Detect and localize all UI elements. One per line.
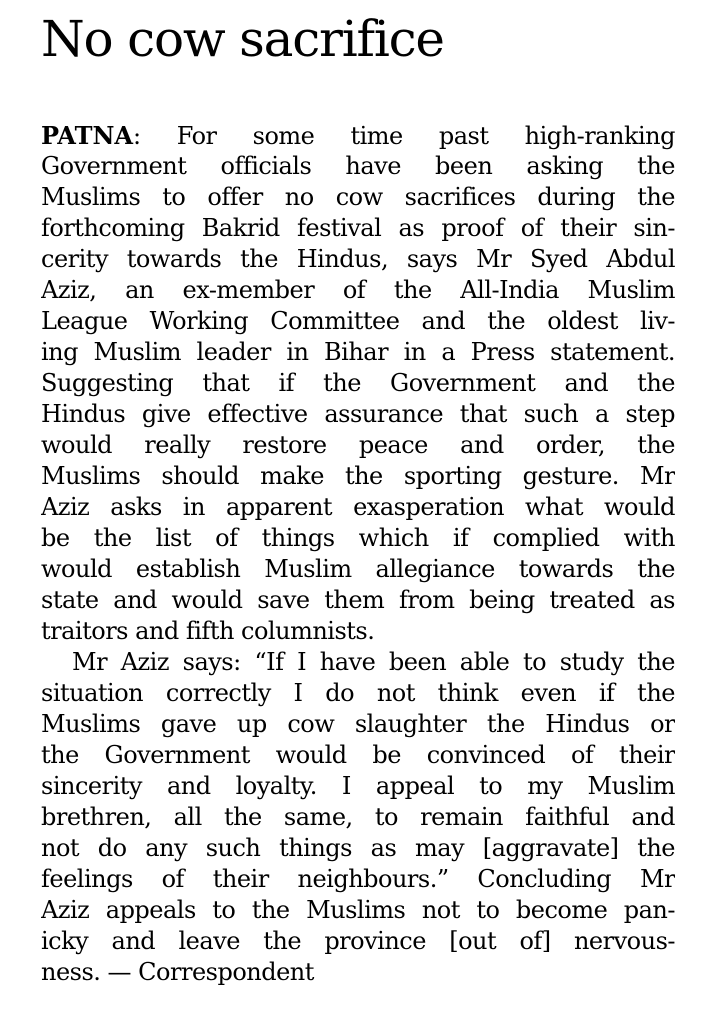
article-byline-line: ness. — Correspondent <box>41 958 314 986</box>
article-line: state and would save them from being treated as <box>41 586 675 614</box>
dateline: PATNA <box>41 121 134 150</box>
article-line: Aziz asks in apparent exasperation what would <box>41 493 675 521</box>
article-line: icky and leave the province [out of] nervous- <box>41 927 675 955</box>
article-line: would establish Muslim allegiance towards the <box>41 555 675 583</box>
article-line: PATNA: For some time past high-ranking <box>41 121 675 150</box>
article-line: traitors and fifth columnists. <box>41 617 375 645</box>
article-line: not do any such things as may [aggravate] the <box>41 834 675 862</box>
article-line: ing Muslim leader in Bihar in a Press statement. <box>41 338 675 366</box>
article-line: would really restore peace and order, the <box>41 431 675 459</box>
article-line: Hindus give effective assurance that such a step <box>41 400 675 428</box>
article-line: Suggesting that if the Government and the <box>41 369 675 397</box>
article-line: feelings of their neighbours.” Concluding Mr <box>41 865 675 893</box>
article-line: Aziz, an ex-member of the All-India Muslim <box>41 276 675 304</box>
article-line: be the list of things which if complied with <box>41 524 675 552</box>
article-line: Muslims gave up cow slaughter the Hindus or <box>41 710 675 738</box>
article-line: Mr Aziz says: “If I have been able to study the <box>72 648 675 676</box>
article-line: Aziz appeals to the Muslims not to become pan- <box>41 896 675 924</box>
article-line: brethren, all the same, to remain faithful and <box>41 803 675 831</box>
article-line: the Government would be convinced of their <box>41 741 675 769</box>
article-line: Muslims to offer no cow sacrifices during the <box>41 183 675 211</box>
article-line: Muslims should make the sporting gesture. Mr <box>41 462 675 490</box>
headline: No cow sacrifice <box>41 10 444 68</box>
article-line: situation correctly I do not think even if the <box>41 679 675 707</box>
article-body <box>41 120 675 988</box>
article-line: sincerity and loyalty. I appeal to my Muslim <box>41 772 675 800</box>
article-line: Government officials have been asking the <box>41 152 675 180</box>
article-line: cerity towards the Hindus, says Mr Syed Abdul <box>41 245 675 273</box>
article-line: forthcoming Bakrid festival as proof of their sin- <box>41 214 675 242</box>
article-line: League Working Committee and the oldest liv- <box>41 307 675 335</box>
